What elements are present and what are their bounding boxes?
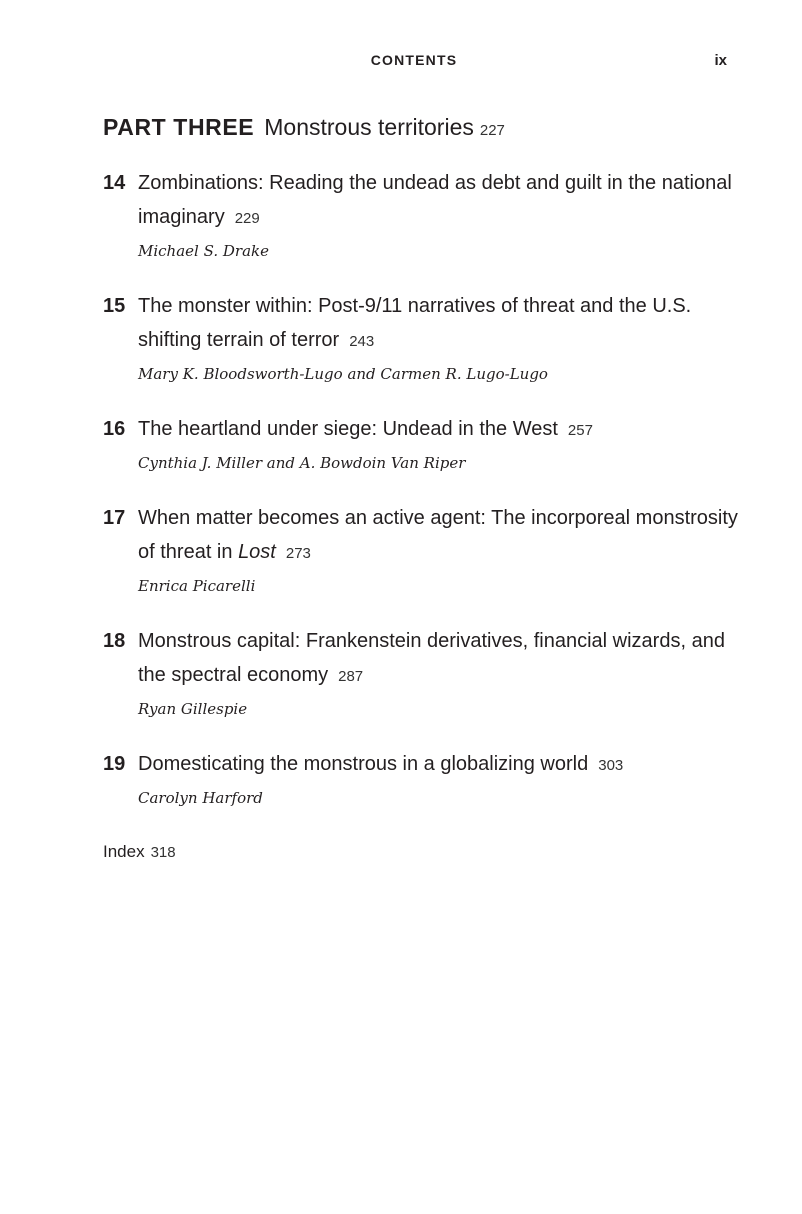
chapter-page: 303 [598, 757, 624, 774]
chapter-author: Carolyn Harford [138, 789, 263, 807]
chapter-number: 18 [103, 630, 126, 652]
chapter-author: Ryan Gillespie [138, 700, 248, 718]
page-number: ix [714, 52, 727, 69]
chapter-number: 15 [103, 295, 126, 317]
chapter-page: 287 [338, 668, 364, 685]
index-page: 318 [150, 844, 176, 861]
chapter-author: Cynthia J. Miller and A. Bowdoin Van Riper [138, 454, 466, 472]
chapter-title-text: Monstrous capital: Frankenstein derivatives, financial wizards, and the spectral economy [138, 630, 725, 686]
chapter-title-text: When matter becomes an active agent: The incorporeal monstrosity of threat in [138, 507, 738, 563]
chapter-16 [103, 412, 743, 474]
chapter-19 [103, 747, 743, 809]
chapter-number: 19 [103, 753, 126, 775]
chapter-title [138, 501, 743, 571]
chapter-title [138, 166, 743, 236]
chapter-title [138, 624, 743, 694]
chapter-title [138, 412, 743, 448]
chapter-title-text: The heartland under siege: Undead in the West [138, 418, 558, 440]
chapter-title-text: Zombinations: Reading the undead as debt and guilt in the national imaginary [138, 172, 732, 228]
chapter-author: Mary K. Bloodsworth-Lugo and Carmen R. Lugo-Lugo [138, 365, 548, 383]
chapter-page: 257 [567, 422, 593, 439]
chapter-title-italic: Lost [238, 541, 276, 563]
chapter-15 [103, 289, 743, 385]
chapter-17 [103, 501, 743, 597]
part-heading [103, 114, 505, 141]
chapter-title-text: The monster within: Post-9/11 narratives of threat and the U.S. shifting terrain of terror [138, 295, 692, 351]
chapter-page: 273 [285, 545, 311, 562]
chapter-14 [103, 166, 743, 262]
chapter-title-text: Domesticating the monstrous in a globalizing world [138, 753, 589, 775]
chapter-title [138, 289, 743, 359]
chapter-number: 16 [103, 418, 126, 440]
part-page: 227 [479, 122, 505, 139]
chapter-page: 243 [349, 333, 375, 350]
part-label: PART THREE [103, 114, 255, 140]
part-title: Monstrous territories [264, 114, 474, 140]
running-head [0, 52, 802, 72]
running-title: CONTENTS [370, 52, 458, 68]
chapter-number: 14 [103, 172, 126, 194]
chapter-author: Michael S. Drake [138, 242, 269, 260]
chapter-author: Enrica Picarelli [138, 577, 256, 595]
index-entry [103, 842, 176, 862]
chapter-title [138, 747, 743, 783]
chapter-number: 17 [103, 507, 126, 529]
index-label: Index [103, 842, 145, 861]
chapter-18 [103, 624, 743, 720]
chapter-page: 229 [234, 210, 260, 227]
